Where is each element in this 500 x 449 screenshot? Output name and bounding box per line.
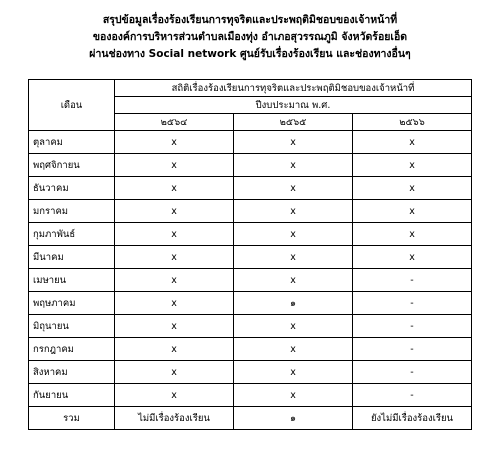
table-row — [29, 154, 472, 177]
month-cell: มีนาคม — [29, 246, 115, 269]
table-row — [29, 131, 472, 154]
table-row — [29, 269, 472, 292]
total-value-cell: ไม่มีเรื่องร้องเรียน — [115, 407, 234, 430]
table-row — [29, 384, 472, 407]
value-cell: x — [234, 269, 353, 292]
month-cell: ตุลาคม — [29, 131, 115, 154]
value-cell: x — [115, 361, 234, 384]
total-value-cell: ยังไม่มีเรื่องร้องเรียน — [353, 407, 472, 430]
complaint-statistics-table — [28, 79, 472, 430]
value-cell: x — [115, 223, 234, 246]
table-row — [29, 292, 472, 315]
value-cell: x — [115, 177, 234, 200]
value-cell: x — [115, 154, 234, 177]
value-cell: x — [234, 384, 353, 407]
value-cell: - — [353, 292, 472, 315]
value-cell: x — [115, 246, 234, 269]
table-row — [29, 361, 472, 384]
value-cell: x — [115, 200, 234, 223]
month-cell: พฤษภาคม — [29, 292, 115, 315]
year-header: ๒๕๖๔ — [115, 114, 234, 131]
value-cell: x — [115, 315, 234, 338]
table-row — [29, 223, 472, 246]
fiscal-year-header: ปีงบประมาณ พ.ศ. — [115, 97, 472, 114]
value-cell: x — [353, 131, 472, 154]
value-cell: - — [353, 269, 472, 292]
value-cell: x — [234, 338, 353, 361]
value-cell: x — [115, 338, 234, 361]
value-cell: x — [234, 361, 353, 384]
month-cell: กุมภาพันธ์ — [29, 223, 115, 246]
value-cell: - — [353, 315, 472, 338]
value-cell: x — [353, 246, 472, 269]
value-cell: x — [234, 177, 353, 200]
month-cell: มกราคม — [29, 200, 115, 223]
table-row — [29, 177, 472, 200]
value-cell: x — [115, 384, 234, 407]
month-cell: มิถุนายน — [29, 315, 115, 338]
month-cell: สิงหาคม — [29, 361, 115, 384]
table-row — [29, 338, 472, 361]
value-cell: - — [353, 384, 472, 407]
value-cell: x — [234, 154, 353, 177]
value-cell: ๑ — [234, 292, 353, 315]
month-cell: พฤศจิกายน — [29, 154, 115, 177]
total-row — [29, 407, 472, 430]
value-cell: x — [353, 177, 472, 200]
year-header: ๒๕๖๖ — [353, 114, 472, 131]
month-cell: กันยายน — [29, 384, 115, 407]
month-cell: กรกฎาคม — [29, 338, 115, 361]
document-title-line-3: ผ่านช่องทาง Social network ศูนย์รับเรื่องร้องเรียน และช่องทางอื่นๆ — [89, 48, 411, 60]
table-row — [29, 246, 472, 269]
value-cell: x — [353, 200, 472, 223]
value-cell: x — [115, 131, 234, 154]
value-cell: x — [234, 200, 353, 223]
year-header: ๒๕๖๕ — [234, 114, 353, 131]
document-title-line-2: ขององค์การบริหารส่วนตำบลเมืองทุ่ง อำเภอสุวรรณภูมิ จังหวัดร้อยเอ็ด — [92, 31, 408, 43]
value-cell: - — [353, 361, 472, 384]
statistics-header: สถิติเรื่องร้องเรียนการทุจริตและประพฤติมิชอบของเจ้าหน้าที่ — [115, 80, 472, 97]
month-cell: ธันวาคม — [29, 177, 115, 200]
value-cell: x — [353, 154, 472, 177]
value-cell: - — [353, 338, 472, 361]
table-row — [29, 200, 472, 223]
month-cell: เมษายน — [29, 269, 115, 292]
value-cell: x — [234, 315, 353, 338]
document-title-line-1: สรุปข้อมูลเรื่องร้องเรียนการทุจริตและประพฤติมิชอบของเจ้าหน้าที่ — [102, 14, 398, 26]
value-cell: x — [115, 292, 234, 315]
value-cell: x — [234, 131, 353, 154]
total-value-cell: ๑ — [234, 407, 353, 430]
table-row — [29, 315, 472, 338]
value-cell: x — [115, 269, 234, 292]
value-cell: x — [234, 246, 353, 269]
month-column-header: เดือน — [29, 80, 115, 131]
value-cell: x — [234, 223, 353, 246]
table-header-row — [29, 80, 472, 97]
total-label: รวม — [29, 407, 115, 430]
value-cell: x — [353, 223, 472, 246]
